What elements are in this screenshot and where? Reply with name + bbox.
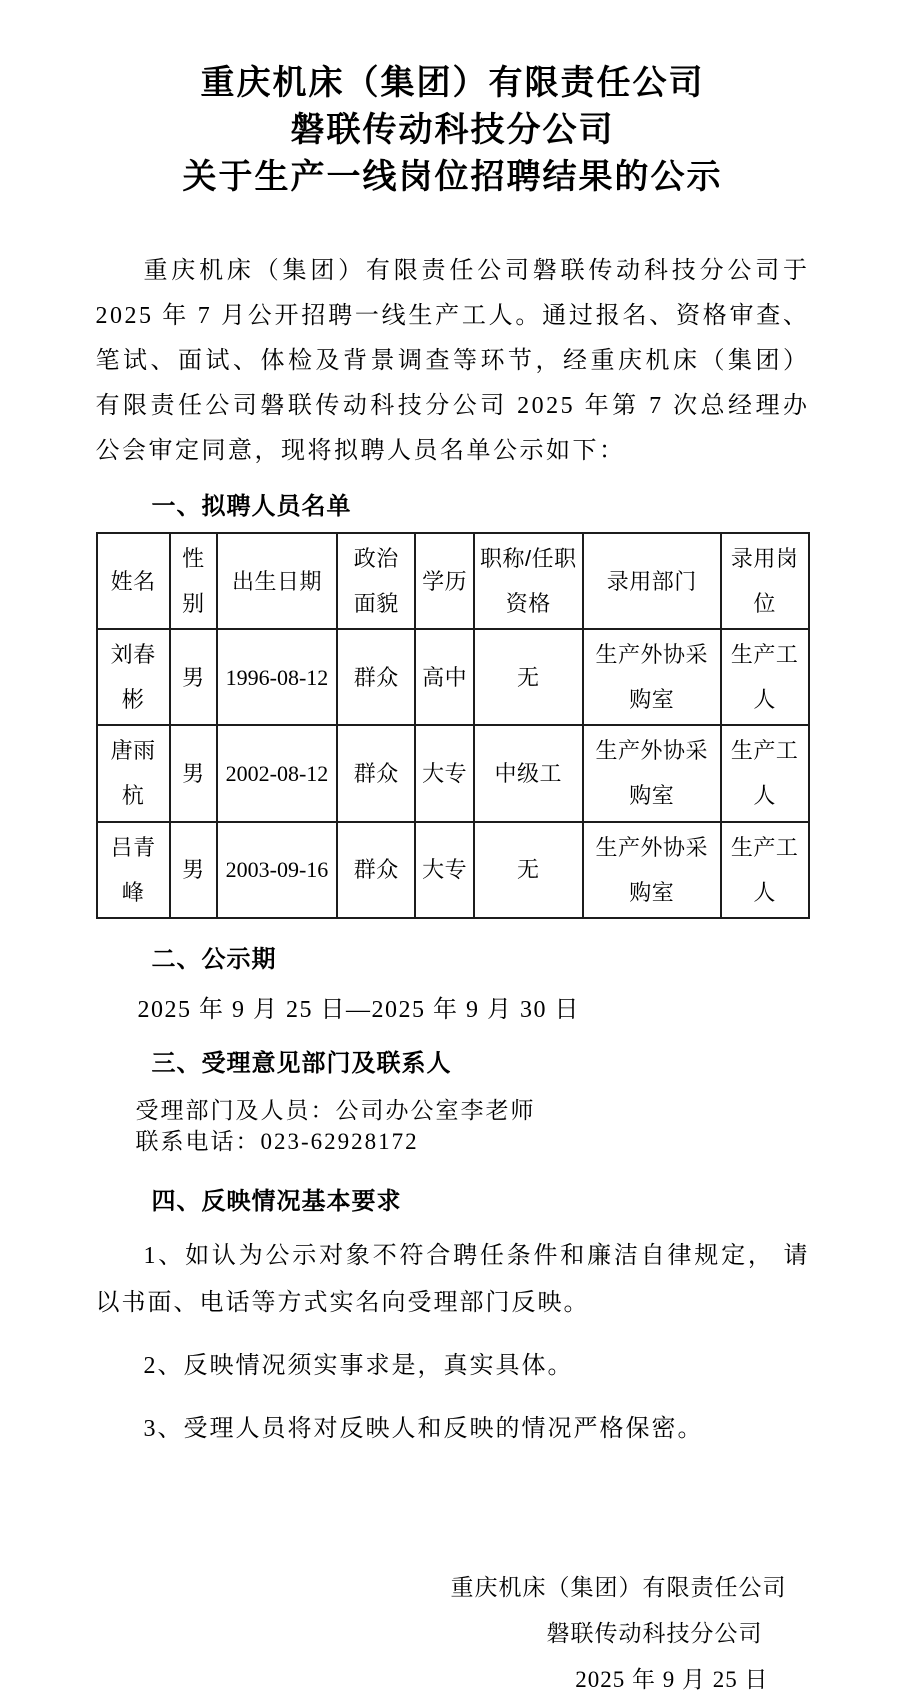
requirement-item-3: 3、受理人员将对反映人和反映的情况严格保密。 [143, 1415, 704, 1442]
requirement-item-1: 1、如认为公示对象不符合聘任条件和廉洁自律规定， 请以书面、电话等方式实名向受理部门反映。 [95, 1242, 810, 1316]
col-header-position: 录用岗位 [721, 533, 809, 629]
cell-political-status: 群众 [337, 725, 415, 821]
cell-political-status: 群众 [337, 629, 415, 725]
cell-birthdate: 2003-09-16 [217, 822, 337, 918]
table-row [97, 822, 809, 918]
section-3-heading: 三、受理意见部门及联系人 [151, 1049, 452, 1077]
cell-education: 大专 [415, 725, 473, 821]
cell-name: 吕青峰 [97, 822, 170, 918]
requirement-item-2: 2、反映情况须实事求是，真实具体。 [143, 1352, 574, 1379]
col-header-department: 录用部门 [583, 533, 721, 629]
document-title [96, 60, 810, 201]
cell-gender: 男 [170, 629, 217, 725]
cell-birthdate: 1996-08-12 [217, 629, 337, 725]
table-row [97, 629, 809, 725]
table-row [97, 725, 809, 821]
col-header-birthdate: 出生日期 [217, 533, 337, 629]
cell-political-status: 群众 [337, 822, 415, 918]
cell-gender: 男 [170, 822, 217, 918]
cell-qualification: 无 [474, 629, 583, 725]
cell-department: 生产外协采购室 [583, 822, 721, 918]
title-line-subject: 关于生产一线岗位招聘结果的公示 [182, 159, 723, 196]
cell-qualification: 中级工 [474, 725, 583, 821]
cell-position: 生产工人 [721, 725, 809, 821]
col-header-gender: 性别 [170, 533, 217, 629]
contact-phone: 联系电话：023-62928172 [135, 1128, 419, 1154]
signature-block [96, 1565, 810, 1703]
cell-birthdate: 2002-08-12 [217, 725, 337, 821]
requirement-items [96, 1233, 810, 1453]
publicity-period: 2025 年 9 月 25 日—2025 年 9 月 30 日 [137, 996, 580, 1023]
announcement-document [96, 0, 810, 1703]
signature-date: 2025 年 9 月 25 日 [575, 1666, 769, 1692]
section-4-heading: 四、反映情况基本要求 [151, 1187, 402, 1215]
cell-education: 高中 [415, 629, 473, 725]
signature-company: 重庆机床（集团）有限责任公司 [450, 1574, 787, 1600]
title-line-company: 重庆机床（集团）有限责任公司 [200, 65, 705, 102]
cell-education: 大专 [415, 822, 473, 918]
cell-qualification: 无 [474, 822, 583, 918]
signature-branch: 磐联传动科技分公司 [546, 1620, 763, 1646]
contact-block [96, 1095, 810, 1157]
section-1-heading: 一、拟聘人员名单 [151, 493, 352, 520]
cell-name: 唐雨杭 [97, 725, 170, 821]
cell-position: 生产工人 [721, 822, 809, 918]
candidate-roster-table [96, 532, 810, 919]
col-header-education: 学历 [415, 533, 473, 629]
cell-name: 刘春彬 [97, 629, 170, 725]
table-header-row [97, 533, 809, 629]
cell-position: 生产工人 [721, 629, 809, 725]
col-header-political-status: 政治面貌 [337, 533, 415, 629]
cell-department: 生产外协采购室 [583, 725, 721, 821]
intro-paragraph: 重庆机床（集团）有限责任公司磐联传动科技分公司于 2025 年 7 月公开招聘一线生产工人。通过报名、资格审查、笔试、面试、体检及背景调查等环节，经重庆机床（集团）有限责任公司磐联传动科技分公司 2025 年第 7 次总经理办公会审定同意，现将拟聘人员名单公示如下： [95, 258, 810, 464]
col-header-name: 姓名 [97, 533, 170, 629]
cell-department: 生产外协采购室 [583, 629, 721, 725]
contact-department: 受理部门及人员：公司办公室李老师 [135, 1097, 536, 1123]
title-line-branch: 磐联传动科技分公司 [290, 112, 615, 149]
cell-gender: 男 [170, 725, 217, 821]
section-2-heading: 二、公示期 [151, 945, 277, 973]
col-header-qualification: 职称/任职资格 [474, 533, 583, 629]
